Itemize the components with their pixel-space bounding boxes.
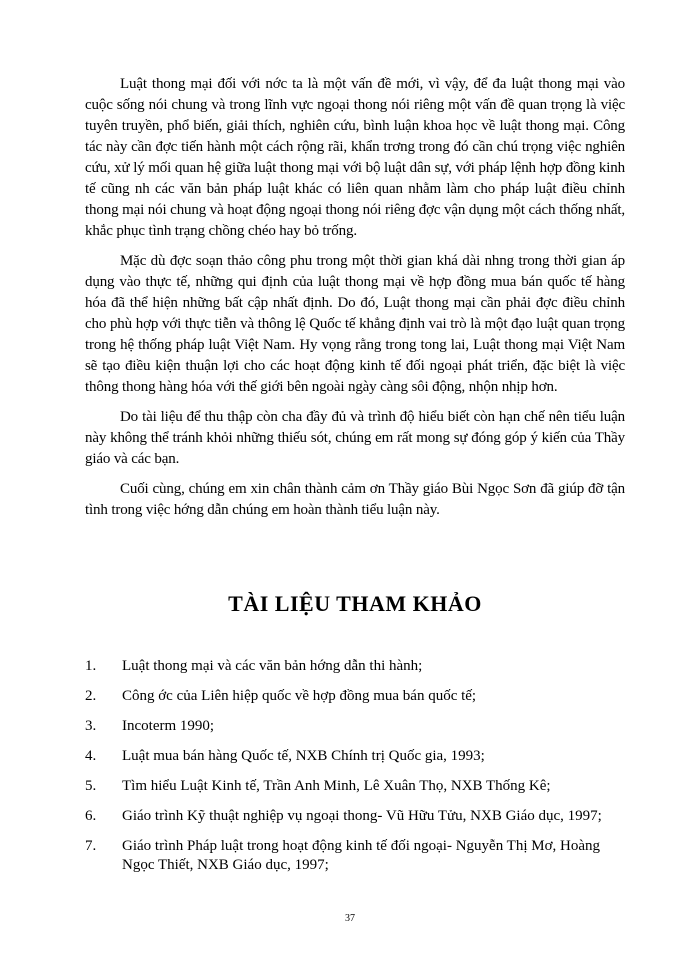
page-number: 37 — [345, 913, 355, 924]
reference-number: 1. — [85, 658, 97, 674]
reference-text: Luật mua bán hàng Quốc tế, NXB Chính trị Quốc gia, 1993; — [122, 748, 485, 764]
reference-item — [85, 777, 625, 796]
reference-number: 6. — [85, 808, 97, 824]
reference-text: Incoterm 1990; — [122, 718, 215, 734]
references-list — [85, 657, 625, 886]
reference-text: Tìm hiểu Luật Kinh tế, Trần Anh Minh, Lê Xuân Thọ, NXB Thống Kê; — [122, 778, 551, 794]
reference-number: 4. — [85, 748, 97, 764]
reference-number: 3. — [85, 718, 97, 734]
references-heading: TÀI LIỆU THAM KHẢO — [228, 591, 482, 616]
reference-text: Giáo trình Pháp luật trong hoạt động kinh tế đối ngoại- Nguyễn Thị Mơ, Hoàng Ngọc Thiết, NXB Giáo dục, 1997; — [122, 838, 601, 873]
reference-item — [85, 687, 625, 706]
reference-item — [85, 837, 625, 875]
reference-number: 2. — [85, 688, 97, 704]
reference-text: Luật thong mại và các văn bản hớng dẫn thi hành; — [122, 658, 423, 674]
reference-item — [85, 807, 625, 826]
paragraph-intro: Luật thong mại đối với nớc ta là một vấn đề mới, vì vậy, để đa luật thong mại vào cuộc sống nói chung và trong lĩnh vực ngoại thong nói riêng một vấn đề quan trọng là việc tuyên truyền, phổ biến, giải thích, nghiên cứu, bình luận khoa học về luật thong mại. Công tác này cần đợc tiến hành một cách rộng rãi, khẩn trơng trong đó cần chú trọng việc nghiên cứu, xử lý mối quan hệ giữa luật thong mại với bộ luật dân sự, với pháp lệnh hợp đồng kinh tế cũng nh các văn bản pháp luật khác có liên quan nhằm làm cho pháp luật điều chỉnh thong mại nói chung và hoạt động ngoại thong nói riêng đợc vận dụng một cách thống nhất, khắc phục tình trạng chồng chéo hay bỏ trống. — [85, 76, 625, 239]
reference-item — [85, 747, 625, 766]
paragraph-limitations: Do tài liệu để thu thập còn cha đầy đủ và trình độ hiểu biết còn hạn chế nên tiểu luận này không thể tránh khỏi những thiếu sót, chúng em rất mong sự đóng góp ý kiến của Thầy giáo và các bạn. — [85, 409, 625, 467]
paragraph-drafting: Mặc dù đợc soạn thảo công phu trong một thời gian khá dài nhng trong thời gian áp dụng vào thực tế, những qui định của luật thong mại về hợp đồng mua bán quốc tế hàng hóa đã thể hiện những bất cập nhất định. Do đó, Luật thong mại cần phải đợc điều chỉnh cho phù hợp với thực tiễn và thông lệ Quốc tế khẳng định vai trò là một đạo luật quan trọng trong hệ thống pháp luật Việt Nam. Hy vọng rằng trong tong lai, Luật thong mại Việt Nam sẽ tạo điều kiện thuận lợi cho các hoạt động kinh tế đối ngoại phát triển, đặc biệt là việc thông thong hàng hóa với thế giới bên ngoài ngày càng sôi động, nhộn nhịp hơn. — [85, 253, 625, 395]
body-text — [85, 74, 625, 530]
reference-item — [85, 657, 625, 676]
reference-text: Giáo trình Kỹ thuật nghiệp vụ ngoại thong- Vũ Hữu Tửu, NXB Giáo dục, 1997; — [122, 808, 602, 824]
paragraph-thanks: Cuối cùng, chúng em xin chân thành cảm ơn Thầy giáo Bùi Ngọc Sơn đã giúp đỡ tận tình trong việc hớng dẫn chúng em hoàn thành tiểu luận này. — [85, 481, 625, 518]
reference-text: Công ớc của Liên hiệp quốc về hợp đồng mua bán quốc tế; — [122, 688, 477, 704]
reference-item — [85, 717, 625, 736]
reference-number: 5. — [85, 778, 97, 794]
reference-number: 7. — [85, 838, 97, 854]
